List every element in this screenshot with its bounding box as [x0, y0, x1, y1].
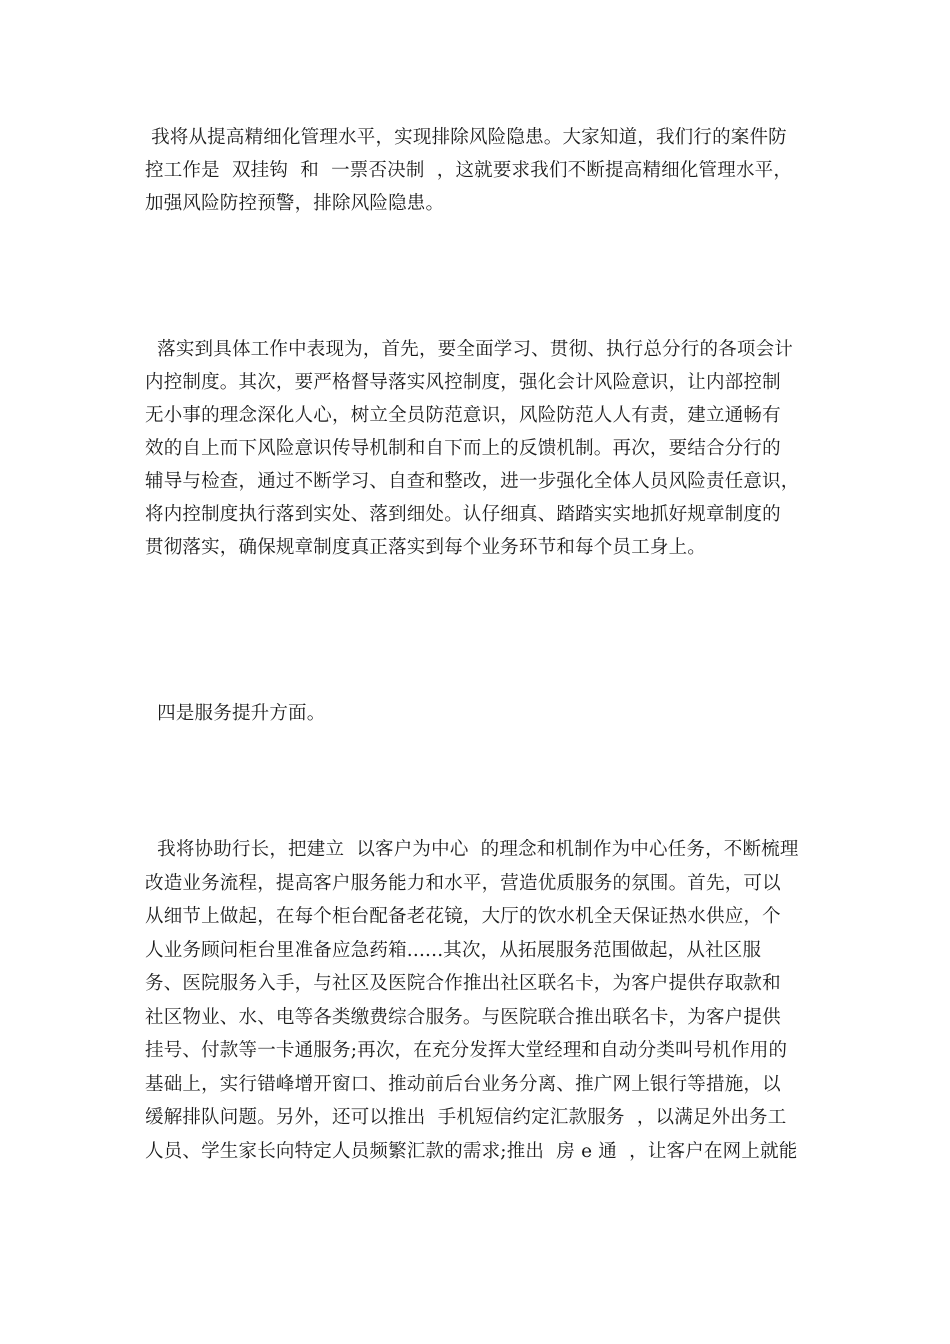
text-line: 无小事的理念深化人心，树立全员防范意识，风险防范人人有责，建立通畅有 [145, 405, 781, 426]
text-line: 辅导与检查，通过不断学习、自查和整改，进一步强化全体人员风险责任意识， [145, 471, 800, 492]
text-line: 挂号、付款等一卡通服务;再次，在充分发挥大堂经理和自动分类叫号机作用的 [145, 1040, 788, 1061]
text-line: 务、医院服务入手，与社区及医院合作推出社区联名卡，为客户提供存取款和 [145, 973, 781, 994]
text-line: 贯彻落实，确保规章制度真正落实到每个业务环节和每个员工身上。 [145, 537, 707, 558]
text-line: 我将从提高精细化管理水平，实现排除风险隐患。大家知道，我们行的案件防 [145, 127, 787, 148]
paragraph-internal-control [145, 333, 810, 564]
paragraph-risk-management [145, 121, 810, 220]
text-line: 四是服务提升方面。 [145, 703, 326, 724]
text-line: 将内控制度执行落到实处、落到细处。认仔细真、踏踏实实地抓好规章制度的 [145, 504, 781, 525]
text-line: 控工作是 双挂钩 和 一票否决制 ，这就要求我们不断提高精细化管理水平， [145, 160, 793, 181]
text-line: 基础上，实行错峰增开窗口、推动前后台业务分离、推广网上银行等措施，以 [145, 1073, 781, 1095]
text-line: 改造业务流程，提高客户服务能力和水平，营造优质服务的氛围。首先，可以 [145, 872, 781, 894]
text-line: 缓解排队问题。另外，还可以推出 手机短信约定汇款服务 ，以满足外出务工 [145, 1107, 787, 1128]
text-line: 落实到具体工作中表现为，首先，要全面学习、贯彻、执行总分行的各项会计 [145, 339, 793, 360]
text-line: 加强风险防控预警，排除风险隐患。 [145, 193, 445, 214]
text-line: 人业务顾问柜台里准备应急药箱......其次，从拓展服务范围做起，从社区服 [145, 939, 762, 961]
paragraph-service-improvement [145, 833, 810, 1168]
section-heading-service [145, 697, 810, 730]
text-line: 人员、学生家长向特定人员频繁汇款的需求;推出 房 e 通 ，让客户在网上就能 [145, 1140, 798, 1162]
text-line: 从细节上做起，在每个柜台配备老花镜，大厅的饮水机全天保证热水供应，个 [145, 906, 781, 927]
text-line: 我将协助行长，把建立 以客户为中心 的理念和机制作为中心任务，不断梳理 [145, 839, 799, 860]
text-line: 内控制度。其次，要严格督导落实风控制度，强化会计风险意识，让内部控制 [145, 372, 781, 393]
text-line: 社区物业、水、电等各类缴费综合服务。与医院联合推出联名卡，为客户提供 [145, 1006, 781, 1028]
text-line: 效的自上而下风险意识传导机制和自下而上的反馈机制。再次，要结合分行的 [145, 438, 781, 459]
